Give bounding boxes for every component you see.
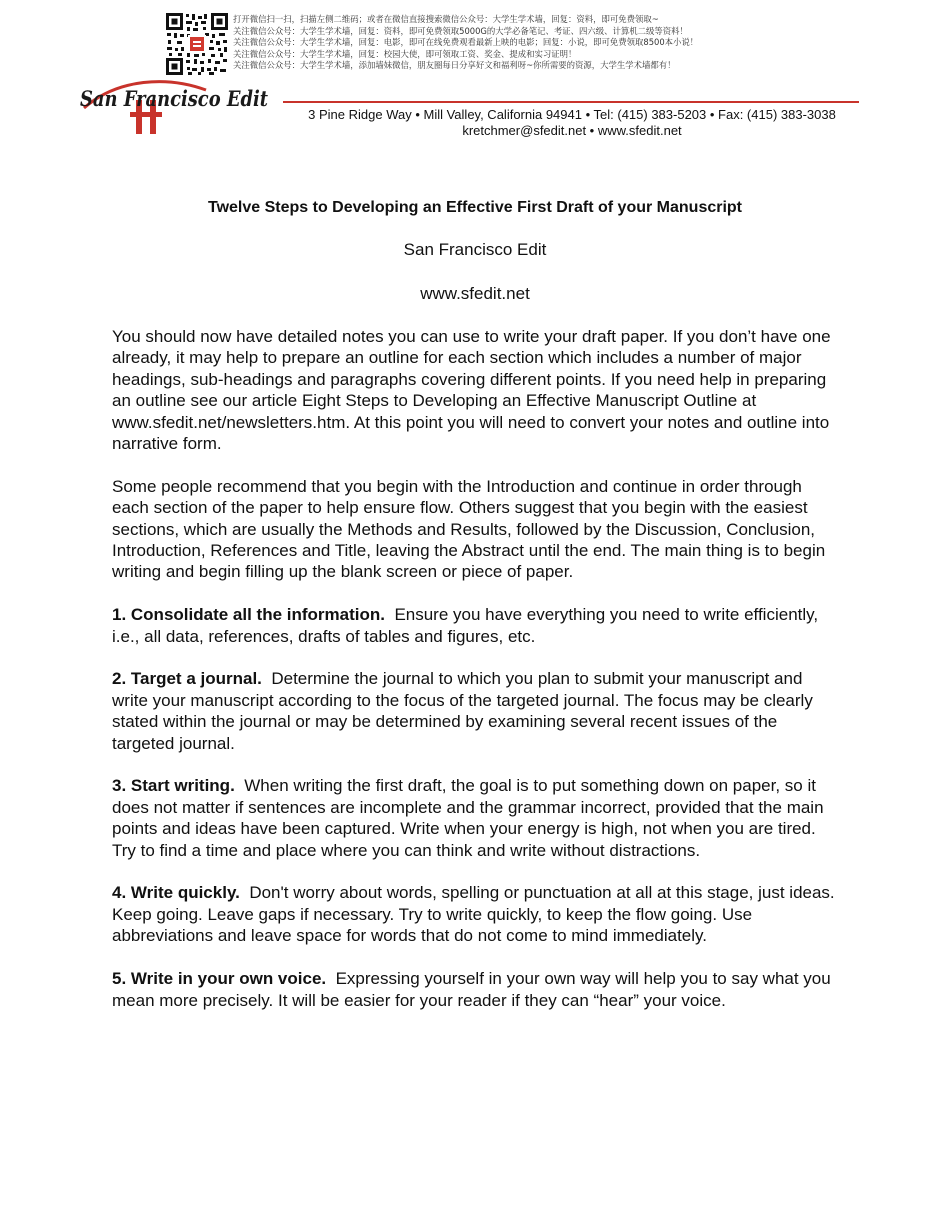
header-rule (283, 101, 859, 103)
step-text: Ensure you have everything you need to write efficiently, i.e., all data, references, drafts of tables and figures, etc. (112, 605, 819, 646)
step-text: When writing the first draft, the goal is to put something down on paper, so it does not matter if sentences are incomplete and the grammar incorrect, provided that the main points and ideas have been captured. Write when your energy is high, not when you are tired. Try to find a time and place where you can think and write without distractions. (112, 776, 824, 860)
step-heading: 3. Start writing. (112, 776, 235, 796)
step-text: Determine the journal to which you plan to submit your manuscript and write your manuscript according to the focus of the targeted journal. The focus may be clearly stated within the journal or may be determined by examining several recent issues of the targeted journal. (112, 669, 813, 753)
step-heading: 1. Consolidate all the information. (112, 605, 385, 625)
promo-line: 关注微信公众号：大学生学术墙，添加墙妹微信，朋友圈每日分享好文和福利呀~你所需要的资源，大学生学术墙都有！ (233, 60, 676, 71)
step-paragraph (112, 968, 842, 1011)
promo-line: 打开微信扫一扫，扫描左侧二维码；或者在微信直接搜索微信公众号：大学生学术墙，回复：资料，即可免费领取~ (233, 14, 659, 24)
step-paragraph (112, 775, 842, 861)
document-author: San Francisco Edit (403, 240, 547, 259)
promo-line: 关注微信公众号：大学生学术墙，回复：电影，即可在线免费观看最新上映的电影；回复：小说，即可免费领取8500本小说！ (233, 37, 699, 48)
document-title: Twelve Steps to Developing an Effective First Draft of your Manuscript (207, 199, 743, 216)
step-paragraph (112, 604, 842, 647)
intro-paragraph: Some people recommend that you begin with the Introduction and continue in order through each section of the paper to help ensure flow. Others suggest that you begin with the easiest sections, which are usually the Methods and Results, followed by the Discussion, Conclusion, Introduction, References and Title, leaving the Abstract until the end. The main thing is to begin writing and begin filling up the blank screen or piece of paper. (112, 476, 826, 582)
promo-line: 关注微信公众号：大学生学术墙，回复：资料，即可免费领取5000G的大学必备笔记、考证、四六级、计算机二级等资料！ (233, 25, 688, 36)
company-contact (282, 107, 862, 139)
step-text: Expressing yourself in your own way will help you to say what you mean more precisely. It will be easier for your reader if they can “hear” your voice. (112, 969, 831, 1010)
document-website: www.sfedit.net (420, 284, 530, 303)
step-paragraph (112, 668, 842, 754)
logo-wordmark: San Francisco Edit (80, 86, 269, 111)
document-body (112, 326, 842, 1032)
step-paragraph (112, 882, 842, 946)
contact-line: kretchmer@sfedit.net • www.sfedit.net (462, 123, 682, 138)
address-line: 3 Pine Ridge Way • Mill Valley, California 94941 • Tel: (415) 383-5203 • Fax: (415) 383-3038 (308, 107, 836, 122)
company-logo (78, 76, 278, 134)
step-heading: 4. Write quickly. (112, 883, 240, 903)
promo-text (233, 14, 793, 72)
step-text: Don't worry about words, spelling or punctuation at all at this stage, just ideas. Keep going. Leave gaps if necessary. Try to write quickly, to keep the flow going. Use abbreviations and leave space for words that do not come to mind immediately. (112, 883, 835, 946)
company-logo-graphic (78, 76, 278, 134)
step-heading: 2. Target a journal. (112, 669, 262, 689)
promo-line: 关注微信公众号：大学生学术墙，回复：校园大使，即可领取工资、奖金、提成和实习证明！ (233, 48, 577, 59)
qr-code-graphic (165, 12, 229, 76)
intro-paragraph: You should now have detailed notes you can use to write your draft paper. If you don’t have one already, it may help to prepare an outline for each section which includes a number of major headings, sub-headings and paragraphs covering different points. If you need help in preparing an outline see our article Eight Steps to Developing an Effective Manuscript Outline at www.sfedit.net/newsletters.htm. At this point you will need to convert your notes and outline into narrative form. (112, 327, 831, 454)
qr-code (165, 12, 229, 76)
step-heading: 5. Write in your own voice. (112, 969, 327, 989)
